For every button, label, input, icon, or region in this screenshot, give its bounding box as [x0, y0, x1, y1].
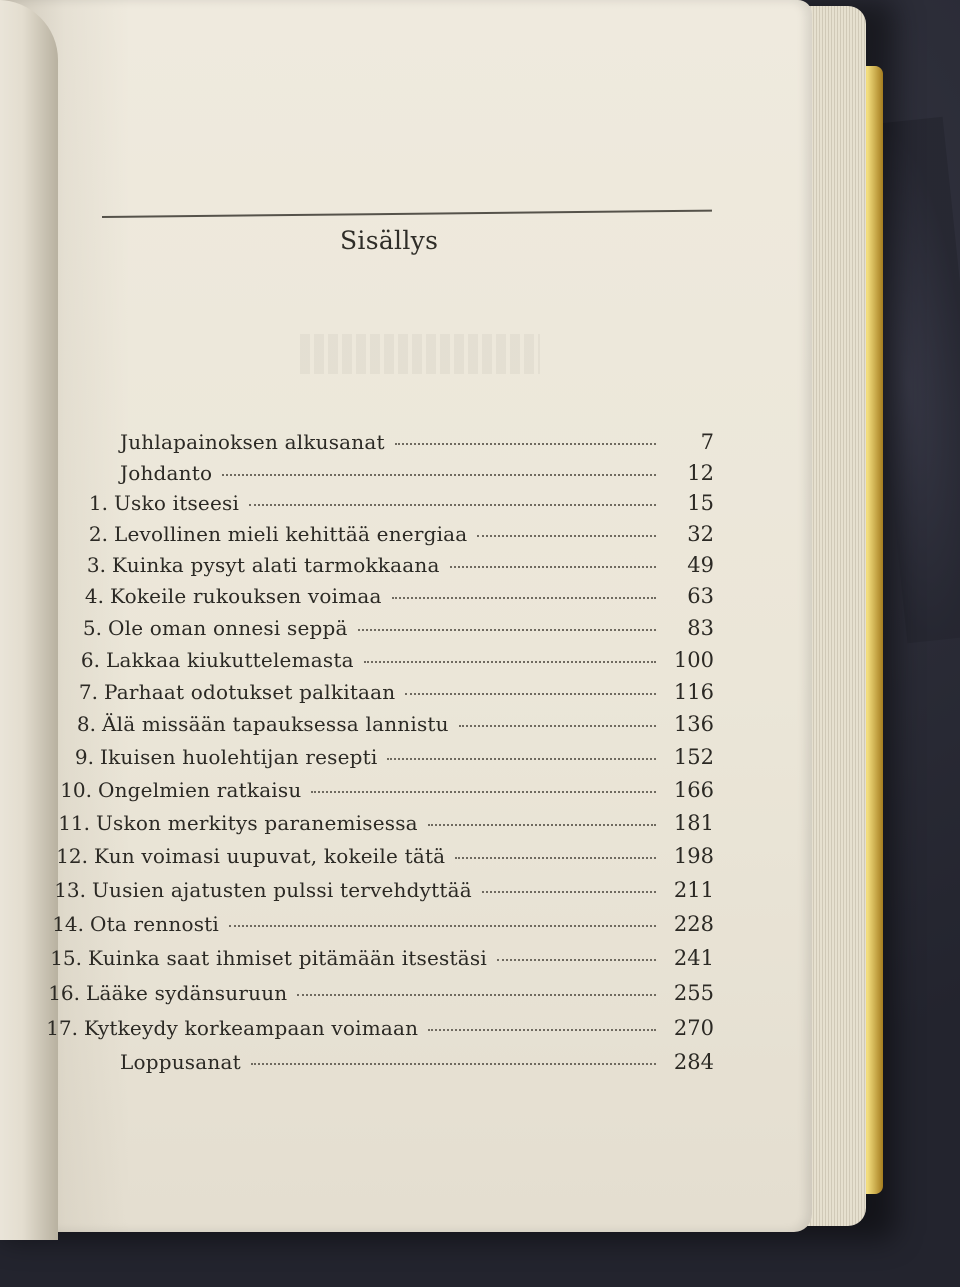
dot-leader [395, 443, 656, 445]
entry-page: 255 [673, 981, 714, 1005]
entry-page: 166 [673, 778, 714, 802]
entry-page: 83 [687, 616, 714, 640]
entry-number: 16. [48, 981, 80, 1005]
entry-title: Ongelmien ratkaisu [98, 778, 302, 802]
page-title: Sisällys [340, 226, 439, 255]
entry-number: 17. [46, 1016, 78, 1040]
toc-entry [64, 648, 714, 678]
toc-entry [46, 946, 714, 976]
dot-leader [455, 857, 656, 859]
dot-leader [428, 824, 656, 826]
toc-entry [62, 680, 714, 710]
entry-title: Loppusanat [120, 1050, 241, 1074]
dot-leader [249, 504, 656, 506]
toc-entry [72, 461, 714, 491]
entry-number: 5. [82, 616, 102, 640]
entry-title: Ole oman onnesi seppä [108, 616, 348, 640]
dot-leader [358, 629, 656, 631]
dot-leader [222, 474, 656, 476]
entry-page: 198 [673, 844, 714, 868]
toc-entry [40, 1050, 714, 1080]
toc-entry [54, 811, 714, 841]
toc-entry [44, 981, 714, 1011]
entry-title: Parhaat odotukset palkitaan [104, 680, 396, 704]
toc-entry [72, 522, 714, 552]
entry-title: Lääke sydänsuruun [86, 981, 288, 1005]
toc-entry [56, 778, 714, 808]
toc-entry [58, 745, 714, 775]
entry-title: Kokeile rukouksen voimaa [110, 584, 382, 608]
entry-title: Ikuisen huolehtijan resepti [100, 745, 378, 769]
dot-leader [450, 566, 656, 568]
toc-entry [66, 616, 714, 646]
dot-leader [482, 891, 656, 893]
dot-leader [297, 994, 656, 996]
entry-title: Älä missään tapauksessa lannistu [102, 712, 449, 736]
entry-title: Juhlapainoksen alkusanat [120, 430, 385, 454]
entry-page: 12 [687, 461, 714, 485]
entry-title: Kuinka saat ihmiset pitämään itsestäsi [88, 946, 487, 970]
toc-entry [68, 584, 714, 614]
toc-entry [70, 553, 714, 583]
entry-page: 228 [673, 912, 714, 936]
entry-page: 270 [673, 1016, 714, 1040]
entry-title: Kun voimasi uupuvat, kokeile tätä [94, 844, 446, 868]
entry-title: Lakkaa kiukuttelemasta [106, 648, 354, 672]
dot-leader [251, 1063, 656, 1065]
entry-page: 63 [687, 584, 714, 608]
entry-title: Uusien ajatusten pulssi tervehdyttää [92, 878, 472, 902]
dot-leader [387, 758, 656, 760]
entry-page: 7 [700, 430, 714, 454]
entry-number: 8. [76, 712, 96, 736]
dot-leader [229, 925, 656, 927]
entry-number: 9. [74, 745, 94, 769]
entry-number: 12. [56, 844, 88, 868]
entry-number: 2. [88, 522, 108, 546]
dot-leader [405, 693, 656, 695]
entry-page: 152 [673, 745, 714, 769]
entry-title: Johdanto [120, 461, 213, 485]
toc-entry [72, 430, 714, 460]
toc-entry [50, 878, 714, 908]
toc-entry [48, 912, 714, 942]
dot-leader [477, 535, 656, 537]
entry-title: Kuinka pysyt alati tarmokkaana [112, 553, 440, 577]
entry-title: Ota rennosti [90, 912, 220, 936]
entry-page: 181 [673, 811, 714, 835]
entry-page: 49 [687, 553, 714, 577]
entry-number: 3. [86, 553, 106, 577]
entry-title: Levollinen mieli kehittää energiaa [114, 522, 468, 546]
toc-entry [72, 491, 714, 521]
entry-number: 15. [50, 946, 82, 970]
toc-entry [60, 712, 714, 742]
entry-page: 15 [687, 491, 714, 515]
entry-number: 1. [88, 491, 108, 515]
entry-page: 100 [673, 648, 714, 672]
entry-number: 6. [80, 648, 100, 672]
entry-number: 7. [78, 680, 98, 704]
entry-number: 11. [58, 811, 90, 835]
dot-leader [392, 597, 656, 599]
entry-number: 14. [52, 912, 84, 936]
entry-page: 211 [673, 878, 714, 902]
entry-title: Kytkeydy korkeampaan voimaan [84, 1016, 419, 1040]
entry-page: 116 [673, 680, 714, 704]
dot-leader [459, 725, 656, 727]
entry-page: 32 [687, 522, 714, 546]
dot-leader [364, 661, 656, 663]
dot-leader [497, 959, 656, 961]
entry-page: 241 [673, 946, 714, 970]
toc-entry [52, 844, 714, 874]
entry-page: 284 [673, 1050, 714, 1074]
entry-number: 10. [60, 778, 92, 802]
entry-page: 136 [673, 712, 714, 736]
entry-title: Usko itseesi [114, 491, 240, 515]
dot-leader [311, 791, 656, 793]
toc-entry [42, 1016, 714, 1046]
dot-leader [428, 1029, 656, 1031]
entry-title: Uskon merkitys paranemisessa [96, 811, 418, 835]
entry-number: 13. [54, 878, 86, 902]
entry-number: 4. [84, 584, 104, 608]
